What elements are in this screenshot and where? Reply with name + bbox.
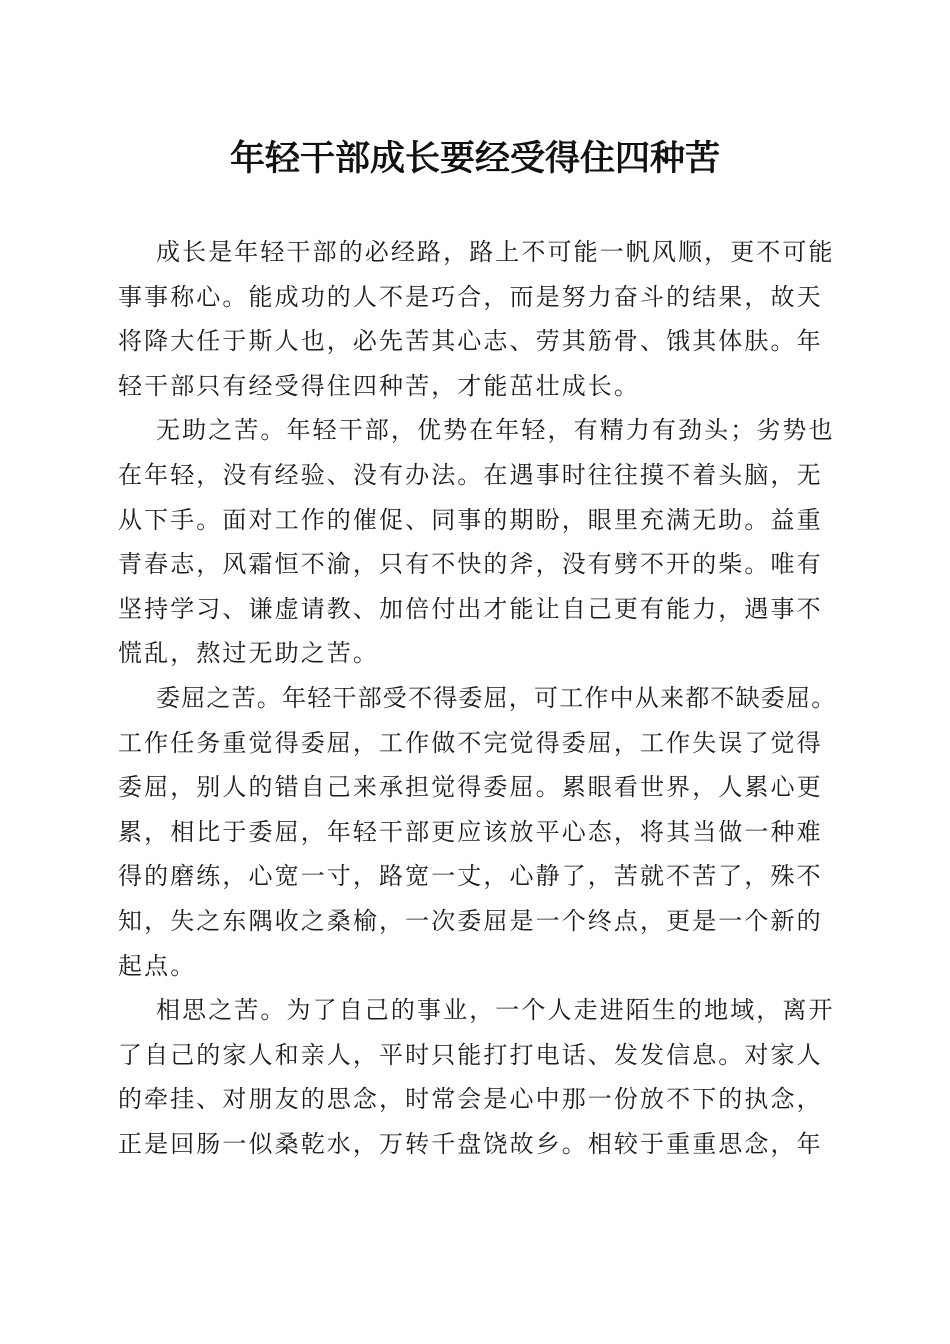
text-line: 的牵挂、对朋友的思念，时常会是心中那一份放不下的执念， xyxy=(118,1085,823,1114)
text-line: 青春志，风霜恒不渝，只有不快的斧，没有劈不开的柴。唯有 xyxy=(118,550,823,579)
text-line: 委屈之苦。年轻干部受不得委屈，可工作中从来都不缺委屈。 xyxy=(156,683,837,712)
text-line: 累，相比于委屈，年轻干部更应该放平心态，将其当做一种难 xyxy=(118,817,823,846)
text-line: 在年轻，没有经验、没有办法。在遇事时往往摸不着头脑，无 xyxy=(118,460,823,489)
text-line: 从下手。面对工作的催促、同事的期盼，眼里充满无助。益重 xyxy=(118,505,823,534)
text-line: 成长是年轻干部的必经路，路上不可能一帆风顺，更不可能 xyxy=(156,238,835,266)
text-line: 委屈，别人的错自己来承担觉得委屈。累眼看世界，人累心更 xyxy=(118,773,823,802)
text-line: 起点。 xyxy=(118,951,197,980)
paragraph-intro xyxy=(118,230,835,408)
text-line: 无助之苦。年轻干部，优势在年轻，有精力有劲头；劣势也 xyxy=(156,416,835,445)
text-line: 工作任务重觉得委屈，工作做不完觉得委屈，工作失误了觉得 xyxy=(118,728,823,757)
text-line: 轻干部只有经受得住四种苦，才能茁壮成长。 xyxy=(118,371,640,400)
document-title: 年轻干部成长要经受得住四种苦 xyxy=(229,138,720,179)
document-body xyxy=(118,230,837,1166)
text-line: 事事称心。能成功的人不是巧合，而是努力奋斗的结果，故天 xyxy=(118,282,823,311)
text-line: 正是回肠一似桑乾水，万转千盘饶故乡。相较于重重思念，年 xyxy=(118,1129,823,1158)
text-line: 得的磨练，心宽一寸，路宽一丈，心静了，苦就不苦了，殊不 xyxy=(118,862,823,891)
text-line: 相思之苦。为了自己的事业，一个人走进陌生的地域，离开 xyxy=(156,996,835,1025)
paragraph-helplessness xyxy=(118,408,835,676)
paragraph-grievance xyxy=(118,676,837,988)
text-line: 坚持学习、谦虚请教、加倍付出才能让自己更有能力，遇事不 xyxy=(118,594,823,623)
text-line: 慌乱，熬过无助之苦。 xyxy=(118,639,379,668)
paragraph-longing xyxy=(118,988,835,1166)
text-line: 知，失之东隅收之桑榆，一次委屈是一个终点，更是一个新的 xyxy=(118,906,823,935)
text-line: 将降大任于斯人也，必先苦其心志、劳其筋骨、饿其体肤。年 xyxy=(118,327,823,356)
text-line: 了自己的家人和亲人，平时只能打打电话、发发信息。对家人 xyxy=(118,1040,823,1069)
